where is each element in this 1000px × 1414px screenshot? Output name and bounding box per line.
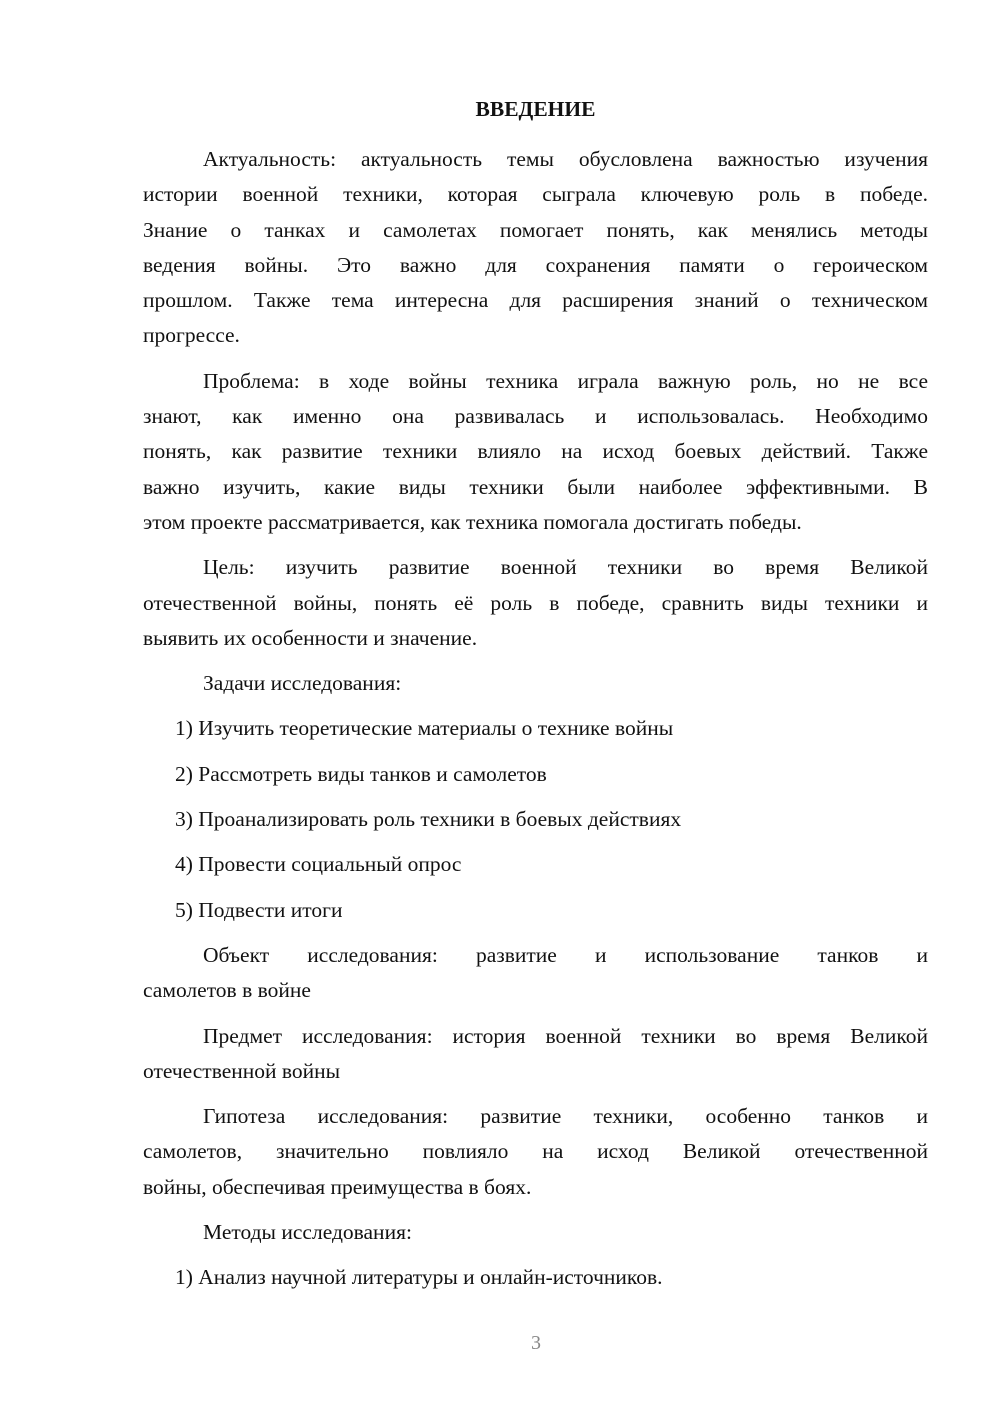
paragraph [143,938,928,1009]
text-line: отечественной войны [143,1058,341,1083]
paragraph [143,550,928,656]
text-line: Задачи исследования: [203,671,402,696]
paragraph [143,142,928,354]
paragraph [143,1215,928,1250]
list-item: 5) Подвести итоги [175,897,343,922]
text-line: истории военной техники, которая сыграла ключевую роль в победе. [143,182,928,207]
text-line: важно изучить, какие виды техники были наиболее эффективными. В [143,474,928,499]
list-item: 1) Изучить теоретические материалы о технике войны [175,716,674,741]
text-line: Проблема: в ходе войны техника играла важную роль, но не все [203,368,928,393]
page-number: 3 [531,1332,541,1354]
list-item: 2) Рассмотреть виды танков и самолетов [175,761,547,786]
text-line: этом проекте рассматривается, как техника помогала достигать победы. [143,509,802,534]
section-title: ВВЕДЕНИЕ [475,97,596,121]
text-line: Актуальность: актуальность темы обусловлена важностью изучения [203,147,928,171]
text-line: прошлом. Также тема интересна для расширения знаний о техническом [143,288,928,313]
text-line: Методы исследования: [203,1220,412,1245]
text-line: знают, как именно она развивалась и использовалась. Необходимо [143,404,928,429]
intro-paragraphs [143,142,928,701]
research-paragraphs [143,938,928,1250]
text-line: Знание о танках и самолетах помогает понять, как менялись методы [143,217,928,242]
text-line: Предмет исследования: история военной техники во время Великой [203,1023,928,1048]
paragraph [143,364,928,540]
text-line: выявить их особенности и значение. [143,625,478,650]
document-page [143,92,928,1306]
list-item: 4) Провести социальный опрос [175,852,462,877]
paragraph [143,1099,928,1205]
text-line: ведения войны. Это важно для сохранения памяти о героическом [143,252,928,277]
methods-list [143,1260,928,1295]
text-line: войны, обеспечивая преимущества в боях. [143,1174,532,1199]
list-item: 1) Анализ научной литературы и онлайн-источников. [175,1265,663,1290]
list-item: 3) Проанализировать роль техники в боевых действиях [175,807,682,832]
text-line: Объект исследования: развитие и использование танков и [203,942,928,967]
paragraph [143,666,928,701]
text-line: прогрессе. [143,323,240,348]
tasks-list [143,711,928,927]
text-line: самолетов, значительно повлияло на исход Великой отечественной [143,1139,928,1164]
text-line: отечественной войны, понять её роль в победе, сравнить виды техники и [143,590,928,615]
text-line: самолетов в войне [143,978,311,1003]
text-line: Цель: изучить развитие военной техники во время Великой [203,555,928,580]
paragraph [143,1019,928,1090]
text-line: понять, как развитие техники влияло на исход боевых действий. Также [143,439,928,464]
text-line: Гипотеза исследования: развитие техники, особенно танков и [203,1104,928,1129]
